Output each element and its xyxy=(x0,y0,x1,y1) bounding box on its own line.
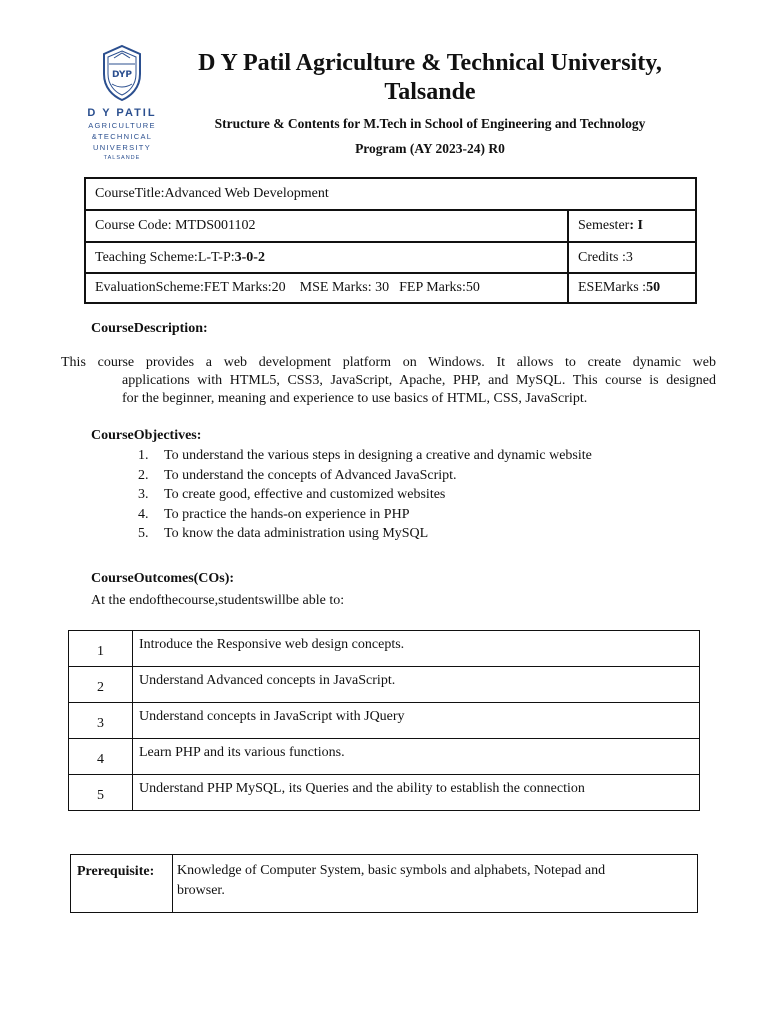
shield-emblem-icon xyxy=(100,44,144,102)
course-description-line-2: applications with HTML5, CSS3, JavaScript, Apache, PHP, and MySQL. This course is designed xyxy=(122,373,716,388)
table-row xyxy=(69,775,700,811)
outcome-number: 4 xyxy=(69,739,133,775)
logo-line-5: TALSANDE xyxy=(103,155,141,161)
course-objectives-list xyxy=(138,446,592,544)
logo-line-1: D Y PATIL xyxy=(87,107,157,119)
table-row xyxy=(71,855,698,913)
evaluation-scheme xyxy=(86,274,567,302)
course-objectives-heading: CourseObjectives: xyxy=(91,428,202,443)
outcome-text: Learn PHP and its various functions. xyxy=(133,739,700,775)
table-row xyxy=(69,739,700,775)
course-outcomes-table xyxy=(68,630,700,811)
objective-text: To understand the concepts of Advanced JavaScript. xyxy=(164,467,457,483)
objective-text: To know the data administration using MySQL xyxy=(164,526,429,541)
subtitle-line-2: Program (AY 2023-24) R0 xyxy=(355,141,505,156)
fep-marks: FEP Marks:50 xyxy=(399,280,480,295)
objective-number: 3. xyxy=(138,487,149,502)
outcome-number: 3 xyxy=(69,703,133,739)
course-code: Course Code: MTDS001102 xyxy=(95,218,256,233)
prerequisite-label: Prerequisite: xyxy=(71,855,173,913)
course-description-heading: CourseDescription: xyxy=(91,321,208,336)
page-title-line-1: D Y Patil Agriculture & Technical University, xyxy=(198,50,662,76)
ese-marks xyxy=(567,274,695,302)
logo-emblem-text: DYP xyxy=(112,70,132,80)
semester-value: : I xyxy=(629,218,643,233)
ese-marks-value: 50 xyxy=(646,280,661,295)
teaching-scheme-row xyxy=(86,243,695,274)
page-title-line-2: Talsande xyxy=(384,79,476,105)
course-info-table xyxy=(84,177,697,304)
logo-line-4: UNIVERSITY xyxy=(92,143,151,152)
university-logo xyxy=(82,44,162,164)
mse-marks: MSE Marks: 30 xyxy=(299,280,390,295)
objective-text: To understand the various steps in designing a creative and dynamic website xyxy=(164,448,592,463)
teaching-scheme-value: 3-0-2 xyxy=(234,249,265,265)
outcome-number: 5 xyxy=(69,775,133,811)
course-description-line-3: for the beginner, meaning and experience to use basics of HTML, CSS, JavaScript. xyxy=(122,391,588,406)
objective-text: To practice the hands-on experience in PHP xyxy=(164,506,410,522)
subtitle-line-1: Structure & Contents for M.Tech in School of Engineering and Technology xyxy=(214,116,646,131)
logo-line-2: AGRICULTURE xyxy=(88,121,156,130)
outcome-number: 1 xyxy=(69,631,133,667)
prerequisite-text xyxy=(173,855,698,913)
course-description-line-1: This course provides a web development platform on Windows. It allows to create dynamic web xyxy=(61,355,716,370)
prerequisite-line-1: Knowledge of Computer System, basic symbols and alphabets, Notepad and xyxy=(177,863,606,878)
objective-number: 1. xyxy=(138,448,149,463)
course-outcomes-intro: At the endofthecourse,studentswillbe able to: xyxy=(91,593,345,608)
objective-text: To create good, effective and customized websites xyxy=(164,487,446,502)
teaching-scheme-label: Teaching Scheme:L-T-P: xyxy=(95,249,235,265)
semester xyxy=(567,211,695,241)
objective-number: 4. xyxy=(138,506,149,522)
objective-item xyxy=(138,485,592,505)
ese-marks-label: ESEMarks : xyxy=(578,280,647,295)
objective-number: 2. xyxy=(138,467,149,483)
table-row xyxy=(69,667,700,703)
outcome-text: Understand concepts in JavaScript with JQuery xyxy=(133,703,700,739)
course-outcomes-heading: CourseOutcomes(COs): xyxy=(91,571,235,586)
objective-number: 5. xyxy=(138,526,149,541)
objective-item xyxy=(138,466,592,486)
fet-marks: EvaluationScheme:FET Marks:20 xyxy=(95,280,286,295)
teaching-scheme xyxy=(86,243,567,272)
logo-line-3: &TECHNICAL xyxy=(91,132,153,141)
course-title-row xyxy=(86,179,695,211)
objective-item xyxy=(138,524,592,544)
outcome-number: 2 xyxy=(69,667,133,703)
objective-item xyxy=(138,446,592,466)
table-row xyxy=(69,631,700,667)
course-title: CourseTitle:Advanced Web Development xyxy=(95,186,329,201)
course-code-row xyxy=(86,211,695,243)
credits: Credits :3 xyxy=(567,243,695,272)
evaluation-scheme-row xyxy=(86,274,695,302)
outcome-text: Understand Advanced concepts in JavaScript. xyxy=(133,667,700,703)
semester-label: Semester xyxy=(578,218,630,233)
table-row xyxy=(69,703,700,739)
prerequisite-line-2: browser. xyxy=(177,883,225,898)
prerequisite-table xyxy=(70,854,698,913)
objective-item xyxy=(138,505,592,525)
outcome-text: Introduce the Responsive web design concepts. xyxy=(133,631,700,667)
outcome-text: Understand PHP MySQL, its Queries and the ability to establish the connection xyxy=(133,775,700,811)
